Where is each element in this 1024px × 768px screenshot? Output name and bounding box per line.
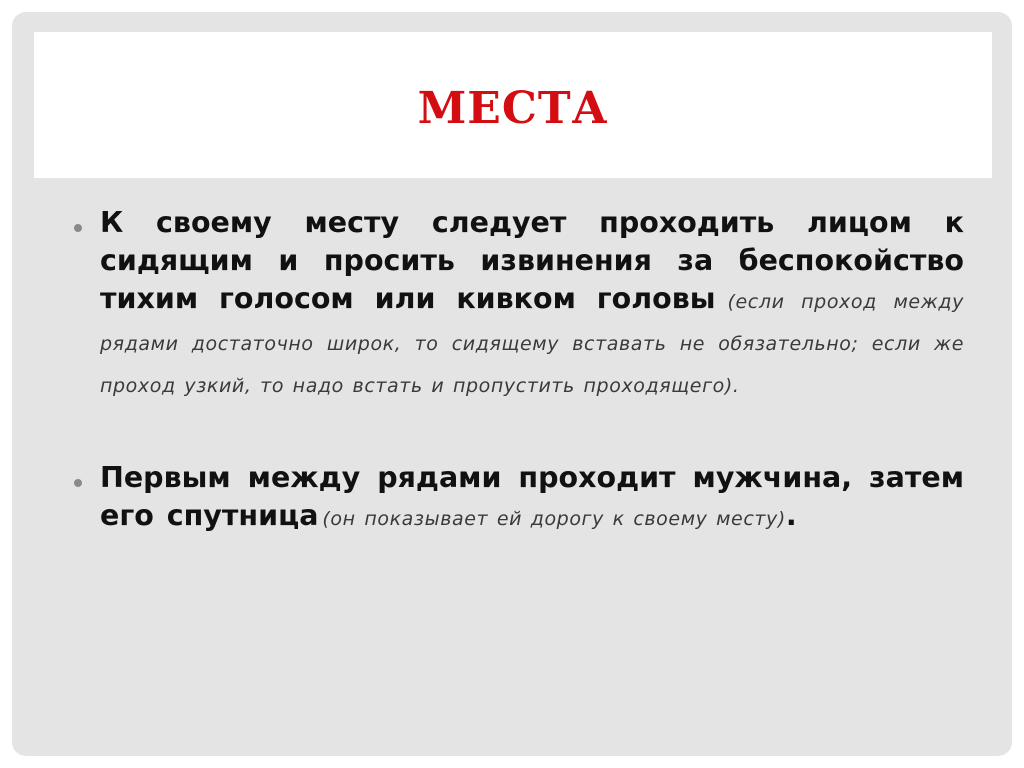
slide bbox=[12, 12, 1012, 756]
title-box bbox=[34, 32, 992, 178]
bullet-note-text: (он показывает ей дорогу к своему месту) bbox=[322, 508, 786, 530]
bullet-list bbox=[72, 204, 964, 538]
bullet-dot-icon bbox=[74, 224, 82, 232]
bullet-dot-icon bbox=[74, 479, 82, 487]
bullet-main-text: Первым между рядами проходит мужчина, затем его спутница bbox=[100, 461, 964, 532]
bullet-item bbox=[72, 204, 964, 407]
slide-title: МЕСТА bbox=[417, 82, 609, 134]
bullet-end-punctuation: . bbox=[785, 499, 797, 532]
bullet-main-text: К своему месту следует проходить лицом к сидящим и просить извинения за беспокойство тихим голосом или кивком головы bbox=[100, 206, 964, 315]
bullet-item bbox=[72, 459, 964, 538]
bullet-note-text: (если проход между рядами достаточно широк, то сидящему вставать не обязательно; если же проход узкий, то надо встать и пропустить проходящего). bbox=[100, 291, 964, 397]
